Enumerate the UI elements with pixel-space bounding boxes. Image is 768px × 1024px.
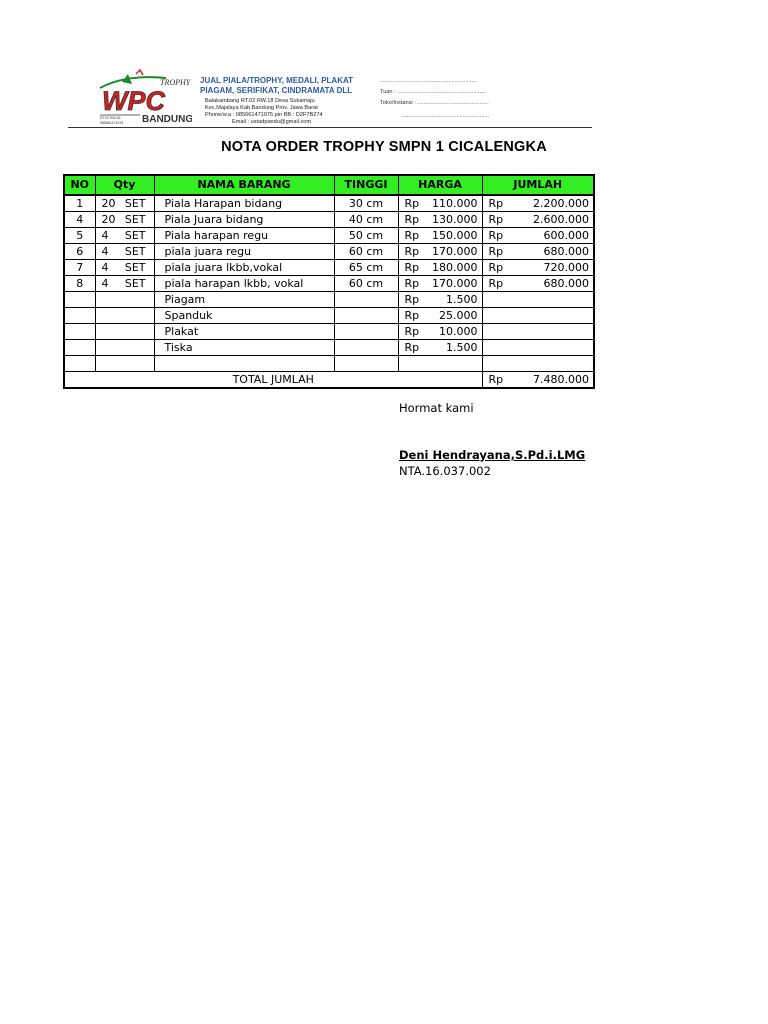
row-cell <box>95 244 154 260</box>
row-price-cell <box>398 195 482 212</box>
row-unit: SET <box>124 212 146 226</box>
signatory-nta: NTA.16.037.002 <box>399 464 491 478</box>
cell-content <box>96 277 154 291</box>
cell-content <box>96 197 154 211</box>
row-qty: 20 <box>101 196 116 210</box>
cell-content <box>96 229 154 243</box>
page-title: NOTA ORDER TROPHY SMPN 1 CICALENGKA <box>221 139 547 155</box>
company-logo <box>96 68 192 128</box>
table-row <box>64 260 594 276</box>
row-item-name: Piala Juara bidang <box>154 212 334 228</box>
row-no: 5 <box>64 228 95 244</box>
header-jumlah: JUMLAH <box>482 175 594 195</box>
row-item-name: Plakat <box>154 324 334 340</box>
row-no <box>64 308 95 324</box>
row-amount: 680.000 <box>543 244 589 258</box>
cell-content <box>399 293 482 307</box>
row-price: 130.000 <box>432 212 478 226</box>
table-row <box>64 244 594 260</box>
trophy-logo-icon <box>96 68 192 128</box>
row-price-currency: Rp <box>404 196 420 210</box>
row-qty: 4 <box>101 244 109 258</box>
row-height <box>334 340 398 356</box>
row-height <box>334 324 398 340</box>
table-row <box>64 324 594 340</box>
table-row <box>64 340 594 356</box>
row-price: 1.500 <box>446 340 478 354</box>
row-price-cell <box>398 324 482 340</box>
row-price: 170.000 <box>432 244 478 258</box>
row-amount <box>482 308 594 324</box>
row-price-currency: Rp <box>404 340 420 354</box>
row-qty: 4 <box>101 228 109 242</box>
row-no: 6 <box>64 244 95 260</box>
table-header-row <box>64 175 594 195</box>
logo-small-2: 085661471075 <box>100 121 124 125</box>
right-dots-line-1: ............................................................... <box>380 78 478 84</box>
cell-content <box>399 261 482 275</box>
institution-field: Toko/Instansi : .............................................. <box>380 100 489 106</box>
row-no <box>64 340 95 356</box>
table-row <box>64 292 594 308</box>
cell-content <box>399 309 482 323</box>
row-no: 4 <box>64 212 95 228</box>
closing-greeting: Hormat kami <box>399 401 474 415</box>
empty-cell <box>482 356 594 372</box>
row-amount-cell <box>482 195 594 212</box>
cell-content <box>483 213 594 227</box>
row-price-cell <box>398 212 482 228</box>
customer-name-field: Tuan : ......................................................... <box>380 89 486 95</box>
header-qty: Qty <box>95 175 154 195</box>
row-amount-cell <box>482 276 594 292</box>
row-item-name: Spanduk <box>154 308 334 324</box>
row-qty: 4 <box>101 276 109 290</box>
row-amount-currency: Rp <box>488 276 504 290</box>
row-price-currency: Rp <box>404 244 420 258</box>
phone-line: Phone/w.a : 085661471075 pin BB : D2F7B274 <box>205 112 323 118</box>
logo-main-text: WPC <box>102 86 165 116</box>
row-price-cell <box>398 308 482 324</box>
row-item-name: Piagam <box>154 292 334 308</box>
empty-cell <box>95 356 154 372</box>
cell-content <box>96 261 154 275</box>
cell-content <box>399 341 482 355</box>
row-price-cell <box>398 244 482 260</box>
row-price: 170.000 <box>432 276 478 290</box>
row-amount <box>482 340 594 356</box>
row-price-currency: Rp <box>404 308 420 322</box>
cell-content <box>96 245 154 259</box>
total-value: 7.480.000 <box>533 372 589 386</box>
cell-content <box>399 197 482 211</box>
row-price: 180.000 <box>432 260 478 274</box>
address-line-2: Kec.Majalaya Kab.Bandung Prov. Jawa Barat <box>205 105 318 111</box>
empty-cell <box>154 356 334 372</box>
row-amount-cell <box>482 212 594 228</box>
row-item-name: piala harapan lkbb, vokal <box>154 276 334 292</box>
cell-content <box>483 197 594 211</box>
table-row <box>64 195 594 212</box>
row-qty <box>95 292 154 308</box>
row-cell <box>95 195 154 212</box>
cell-content <box>483 245 594 259</box>
row-price-cell <box>398 228 482 244</box>
row-amount-currency: Rp <box>488 196 504 210</box>
header-no: NO <box>64 175 95 195</box>
row-no <box>64 292 95 308</box>
table-row <box>64 308 594 324</box>
row-amount: 2.600.000 <box>533 212 589 226</box>
table-row <box>64 212 594 228</box>
row-unit: SET <box>124 244 146 258</box>
total-currency: Rp <box>488 372 504 386</box>
cell-content <box>399 325 482 339</box>
row-item-name: Tiska <box>154 340 334 356</box>
total-cell <box>482 372 594 389</box>
row-amount-cell <box>482 228 594 244</box>
row-unit: SET <box>124 196 146 210</box>
header-nama-barang: NAMA BARANG <box>154 175 334 195</box>
row-item-name: piala juara regu <box>154 244 334 260</box>
row-price-currency: Rp <box>404 292 420 306</box>
row-height <box>334 308 398 324</box>
row-price-cell <box>398 292 482 308</box>
cell-content <box>96 213 154 227</box>
empty-cell <box>398 356 482 372</box>
row-height: 60 cm <box>334 244 398 260</box>
row-price: 110.000 <box>432 196 478 210</box>
row-qty <box>95 308 154 324</box>
cell-content <box>399 213 482 227</box>
address-line-1: Balakambang RT.02 RW.18 Desa Sukamaju <box>205 98 315 104</box>
row-price-currency: Rp <box>404 228 420 242</box>
row-price-cell <box>398 260 482 276</box>
row-amount-cell <box>482 244 594 260</box>
empty-cell <box>64 356 95 372</box>
row-cell <box>95 212 154 228</box>
row-qty: 20 <box>101 212 116 226</box>
row-qty <box>95 324 154 340</box>
logo-bottom-text: BANDUNG <box>142 114 192 125</box>
row-amount <box>482 292 594 308</box>
logo-top-text: TROPHY <box>160 78 191 87</box>
row-cell <box>95 260 154 276</box>
row-amount-currency: Rp <box>488 228 504 242</box>
row-price-currency: Rp <box>404 260 420 274</box>
header-tinggi: TINGGI <box>334 175 398 195</box>
row-unit: SET <box>124 276 146 290</box>
row-qty: 4 <box>101 260 109 274</box>
row-height: 30 cm <box>334 195 398 212</box>
row-price-currency: Rp <box>404 324 420 338</box>
row-no: 7 <box>64 260 95 276</box>
logo-small-1: RT.02 RW.18 <box>100 116 121 120</box>
row-height: 60 cm <box>334 276 398 292</box>
row-no: 1 <box>64 195 95 212</box>
row-amount: 720.000 <box>543 260 589 274</box>
row-cell <box>95 228 154 244</box>
row-price: 1.500 <box>446 292 478 306</box>
table-row <box>64 276 594 292</box>
row-price-currency: Rp <box>404 276 420 290</box>
cell-content <box>399 277 482 291</box>
cell-content <box>483 229 594 243</box>
email-line: Email : ustadpandu@gmail.com <box>232 119 312 125</box>
row-no <box>64 324 95 340</box>
table-row <box>64 228 594 244</box>
row-amount: 600.000 <box>543 228 589 242</box>
empty-cell <box>334 356 398 372</box>
cell-content <box>399 245 482 259</box>
company-line-1: JUAL PIALA/TROPHY, MEDALI, PLAKAT <box>200 76 354 85</box>
row-item-name: piala juara lkbb,vokal <box>154 260 334 276</box>
row-cell <box>95 276 154 292</box>
row-height: 65 cm <box>334 260 398 276</box>
empty-row <box>64 356 594 372</box>
row-item-name: Piala harapan regu <box>154 228 334 244</box>
row-height: 40 cm <box>334 212 398 228</box>
cell-content <box>483 261 594 275</box>
row-price-currency: Rp <box>404 212 420 226</box>
row-amount-currency: Rp <box>488 260 504 274</box>
row-unit: SET <box>124 260 146 274</box>
company-line-2: PIAGAM, SERIFIKAT, CINDRAMATA DLL <box>200 86 353 95</box>
total-row <box>64 372 594 389</box>
row-amount-cell <box>482 260 594 276</box>
cell-content <box>399 229 482 243</box>
row-price-cell <box>398 340 482 356</box>
row-price: 25.000 <box>439 308 478 322</box>
row-amount-currency: Rp <box>488 212 504 226</box>
header-divider <box>68 127 592 128</box>
row-item-name: Piala Harapan bidang <box>154 195 334 212</box>
row-height <box>334 292 398 308</box>
row-amount-currency: Rp <box>488 244 504 258</box>
cell-content <box>483 277 594 291</box>
row-price-cell <box>398 276 482 292</box>
header-harga: HARGA <box>398 175 482 195</box>
row-price: 150.000 <box>432 228 478 242</box>
total-label: TOTAL JUMLAH <box>64 372 482 389</box>
row-height: 50 cm <box>334 228 398 244</box>
row-no: 8 <box>64 276 95 292</box>
row-amount: 2.200.000 <box>533 196 589 210</box>
order-table <box>63 174 595 389</box>
row-qty <box>95 340 154 356</box>
row-amount: 680.000 <box>543 276 589 290</box>
signatory-name: Deni Hendrayana,S.Pd.i.LMG <box>399 448 586 462</box>
row-unit: SET <box>124 228 146 242</box>
cell-content <box>483 373 594 387</box>
row-amount <box>482 324 594 340</box>
row-price: 10.000 <box>439 324 478 338</box>
right-dots-line-2: ........................................................ <box>402 113 490 119</box>
